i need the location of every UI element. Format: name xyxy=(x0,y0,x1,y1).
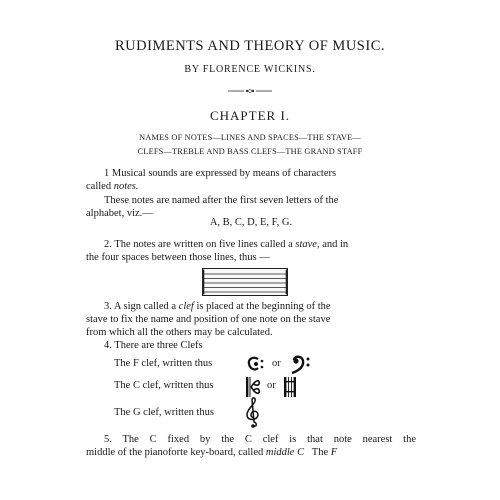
c-clef-label: The C clef, written thus xyxy=(114,380,214,391)
c-clef-alt-icon xyxy=(283,376,297,398)
c-clef-icon xyxy=(245,376,261,398)
chapter-heading: CHAPTER I. xyxy=(209,108,291,123)
para3-line-1 xyxy=(104,300,416,313)
para5-line-2 xyxy=(86,446,416,459)
para5-text: middle of the pianoforte key-board, called xyxy=(86,447,266,458)
term-f: F xyxy=(330,447,338,458)
para3-line-3: from which all the others may be calculated. xyxy=(86,327,273,338)
page-title: RUDIMENTS AND THEORY OF MUSIC. xyxy=(115,38,385,54)
term-clef: clef xyxy=(178,301,194,312)
f-clef-row xyxy=(114,355,334,377)
ornament-divider-icon xyxy=(228,88,272,94)
f-clef-label: The F clef, written thus xyxy=(114,358,213,369)
para2-text: 2. The notes are written on five lines called a xyxy=(104,239,296,250)
para1-text: called xyxy=(86,181,114,192)
para3-text: 3. A sign called a xyxy=(104,301,179,312)
f-clef-c-form-icon xyxy=(246,355,266,373)
alphabet-letters: A, B, C, D, E, F, G. xyxy=(209,217,293,228)
c-clef-row xyxy=(114,376,334,398)
g-clef-row xyxy=(114,396,334,430)
para3-line-2: stave to fix the name and position of one note on the stave xyxy=(86,314,331,325)
para5-line-1: 5. The C fixed by the C clef is that note nearest the xyxy=(104,434,416,445)
term-stave: stave, xyxy=(295,239,320,250)
term-notes: notes. xyxy=(113,181,139,192)
author-byline: BY FLORENCE WICKINS. xyxy=(184,64,316,75)
chapter-subheading-line-1: NAMES OF NOTES—LINES AND SPACES—THE STAVE— xyxy=(139,133,361,142)
or-text-f: or xyxy=(272,358,281,369)
para1b-line-2: alphabet, viz.— xyxy=(86,208,153,219)
para1-line-2 xyxy=(86,180,416,193)
treble-clef-icon xyxy=(245,396,261,430)
para4-line-1: 4. There are three Clefs xyxy=(104,340,203,351)
or-text-c: or xyxy=(267,380,276,391)
para1-line-1: 1 Musical sounds are expressed by means of characters xyxy=(104,168,337,179)
para5-text-the: The xyxy=(304,447,331,458)
para1b-line-1: These notes are named after the first seven letters of the xyxy=(104,195,339,206)
para2-line-1 xyxy=(104,238,416,251)
para3-text-end: is placed at the beginning of the xyxy=(193,301,331,312)
chapter-subheading-line-2: CLEFS—TREBLE AND BASS CLEFS—THE GRAND STAFF xyxy=(137,147,363,156)
stave-illustration xyxy=(202,268,288,296)
para2-text-end: and in xyxy=(319,239,349,250)
term-middle-c: middle C xyxy=(265,447,305,458)
para2-line-2: the four spaces between those lines, thus — xyxy=(86,252,270,263)
bass-clef-icon xyxy=(290,354,312,374)
g-clef-label: The G clef, written thus xyxy=(114,407,215,418)
